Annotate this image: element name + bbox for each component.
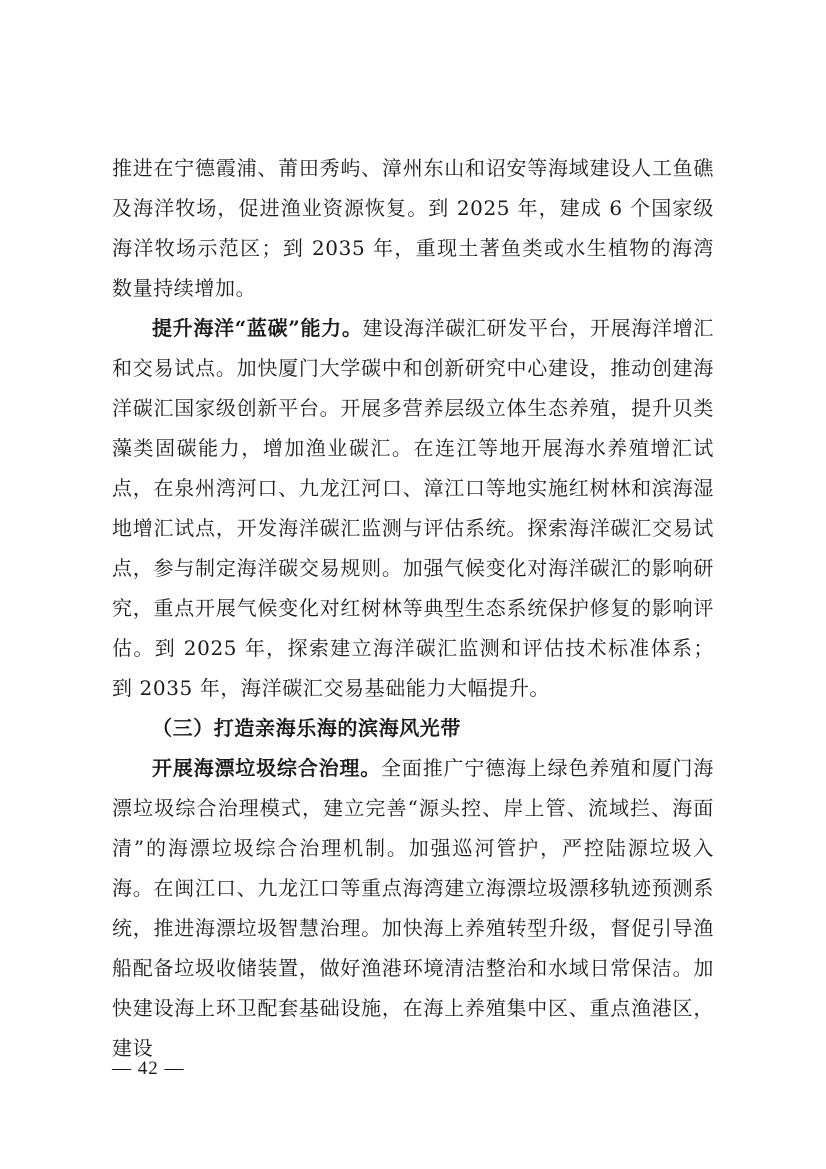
section-heading: （三）打造亲海乐海的滨海风光带 (152, 716, 461, 740)
paragraph-lead-heading: 开展海漂垃圾综合治理。 (152, 756, 382, 780)
paragraph-text: 全面推广宁德海上绿色养殖和厦门海漂垃圾综合治理模式，建立完善“源头控、岸上管、流域拦、海面清”的海漂垃圾综合治理机制。加强巡河管护，严控陆源垃圾入海。在闽江口、九龙江口等重点海湾建立海漂垃圾漂移轨迹预测系统，推进海漂垃圾智慧治理。加快海上养殖转型升级，督促引导渔船配备垃圾收储装置，做好渔港环境清洁整治和水域日常保洁。加快建设海上环卫配套基础设施，在海上养殖集中区、重点渔港区，建设 (112, 756, 714, 1060)
paragraph-text: 推进在宁德霞浦、莆田秀屿、漳州东山和诏安等海域建设人工鱼礁及海洋牧场，促进渔业资源恢复。到 2025 年，建成 6 个国家级海洋牧场示范区；到 2035 年，重现土著鱼类或水生植物的海湾数量持续增加。 (112, 156, 714, 300)
paragraph-text: 建设海洋碳汇研发平台，开展海洋增汇和交易试点。加快厦门大学碳中和创新研究中心建设，推动创建海洋碳汇国家级创新平台。开展多营养层级立体生态养殖，提升贝类藻类固碳能力，增加渔业碳汇。在连江等地开展海水养殖增汇试点，在泉州湾河口、九龙江河口、漳江口等地实施红树林和滨海湿地增汇试点，开发海洋碳汇监测与评估系统。探索海洋碳汇交易试点，参与制定海洋碳交易规则。加强气候变化对海洋碳汇的影响研究，重点开展气候变化对红树林等典型生态系统保护修复的影响评估。到 2025 年，探索建立海洋碳汇监测和评估技术标准体系；到 2035 年，海洋碳汇交易基础能力大幅提升。 (112, 316, 714, 700)
document-body (112, 148, 714, 1068)
paragraph-blue-carbon (112, 308, 714, 708)
paragraph-lead-heading: 提升海洋“蓝碳”能力。 (152, 316, 363, 340)
paragraph-marine-ranching (112, 148, 714, 308)
page-number: — 42 — (112, 1058, 185, 1079)
paragraph-marine-litter (112, 748, 714, 1068)
